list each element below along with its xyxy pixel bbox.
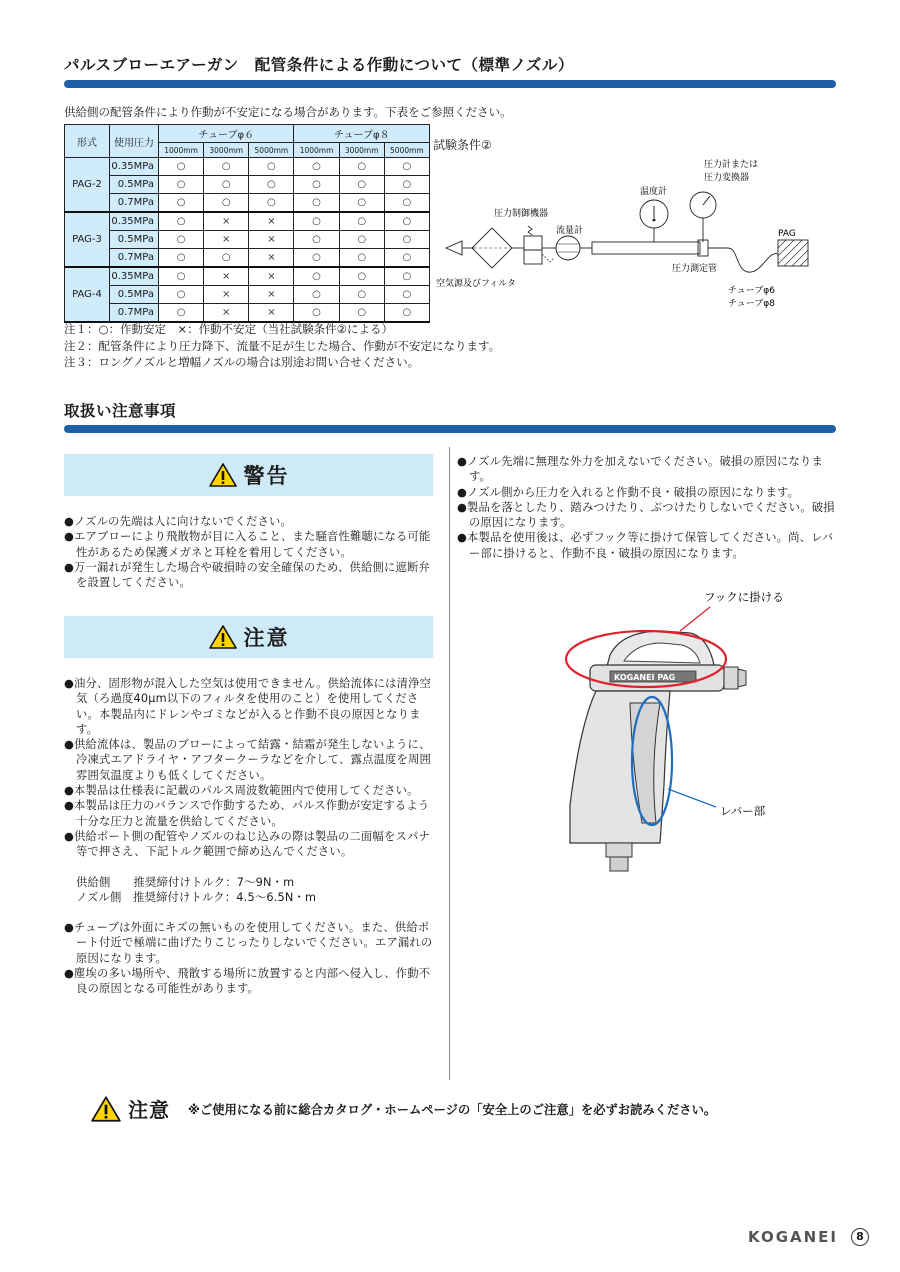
result-cell: ○: [249, 158, 294, 176]
tube6-label: チューブφ6: [728, 286, 775, 296]
result-cell: ○: [294, 231, 339, 249]
pressure-cell: 0.35MPa: [110, 267, 159, 286]
result-cell: ○: [159, 231, 204, 249]
col-tube8: チューブφ８: [294, 125, 430, 143]
footer-warning-icon: [90, 1095, 122, 1123]
torque-nozzle: ノズル側 推奨締付けトルク：4.5〜6.5N・m: [76, 890, 317, 904]
result-cell: ○: [384, 176, 429, 194]
result-cell: ○: [384, 158, 429, 176]
result-cell: ×: [249, 212, 294, 231]
gauge-label-2: 圧力変換器: [704, 173, 750, 183]
warning-label: 警告: [243, 464, 290, 488]
list-item: ●本製品は圧力のバランスで作動するため、パルス作動が安定するよう十分な圧力と流量を供給してください。: [64, 799, 430, 828]
footer-caution-label: 注意: [128, 1098, 170, 1122]
result-cell: ×: [249, 267, 294, 286]
note-1: 注１：○：作動安定 ×：作動不安定（当社試験条件②による）: [64, 322, 393, 336]
pressure-cell: 0.5MPa: [110, 176, 159, 194]
flowmeter-label: 流量計: [556, 226, 584, 236]
torque-supply: 供給側 推奨締付けトルク：7〜9N・m: [76, 875, 295, 889]
col-tube6: チューブφ６: [159, 125, 294, 143]
result-cell: ×: [204, 231, 249, 249]
gauge-label: 圧力計または: [704, 160, 759, 170]
result-cell: ○: [294, 249, 339, 268]
tube-length: 5000mm: [249, 143, 294, 158]
result-cell: ×: [249, 304, 294, 323]
pressure-cell: 0.7MPa: [110, 304, 159, 323]
result-cell: ○: [204, 158, 249, 176]
result-cell: ○: [204, 194, 249, 213]
list-item: ●供給ポート側の配管やノズルのねじ込みの際は製品の二面幅をスパナ等で押さえ、下記トルク範囲で締め込んでください。: [64, 829, 431, 859]
table-row: [65, 231, 430, 249]
result-cell: ○: [339, 304, 384, 323]
result-cell: ○: [339, 194, 384, 213]
caution-banner: [64, 616, 433, 658]
tube-length: 3000mm: [204, 143, 249, 158]
result-cell: ○: [159, 304, 204, 323]
result-cell: ○: [294, 267, 339, 286]
table-row: [65, 286, 430, 304]
pag-label: PAG: [778, 229, 796, 239]
operation-table: [64, 124, 430, 323]
section1-title: パルスブローエアーガン 配管条件による作動について（標準ノズル）: [64, 56, 574, 74]
result-cell: ○: [204, 249, 249, 268]
result-cell: ○: [384, 286, 429, 304]
result-cell: ○: [339, 212, 384, 231]
result-cell: ○: [249, 176, 294, 194]
table-row: [65, 176, 430, 194]
list-item: ●ノズルの先端は人に向けないでください。: [64, 515, 293, 528]
warning-list: [64, 514, 436, 590]
col-model: 形式: [65, 125, 110, 158]
notes: [64, 321, 500, 371]
tube8-label: チューブφ8: [728, 299, 775, 309]
list-item: ●供給流体は、製品のブローによって結露・結霜が発生しないように、冷凍式エアドライヤ・アフタークーラなどを介して、露点温度を周囲雰囲気温度よりも低くしてください。: [64, 738, 432, 782]
list-item: ●本製品を使用後は、必ずフック等に掛けて保管してください。尚、レバー部に掛けると、作動不良・破損の原因になります。: [457, 531, 834, 560]
footer-caution: [90, 1094, 716, 1123]
result-cell: ○: [384, 194, 429, 213]
note-2: 注２：配管条件により圧力降下、流量不足が生じた場合、作動が不安定になります。: [64, 338, 501, 353]
result-cell: ○: [339, 176, 384, 194]
result-cell: ○: [159, 194, 204, 213]
tube-length: 5000mm: [384, 143, 429, 158]
gun-brand-text: KOGANEI PAG: [614, 673, 676, 682]
result-cell: ○: [159, 176, 204, 194]
result-cell: ○: [294, 286, 339, 304]
pressure-cell: 0.5MPa: [110, 286, 159, 304]
result-cell: ○: [339, 231, 384, 249]
column-divider: [449, 447, 450, 1080]
list-item: ●万一漏れが発生した場合や破損時の安全確保のため、供給側に遮断弁を設置してください。: [64, 560, 431, 590]
result-cell: ×: [204, 212, 249, 231]
caution-list: [64, 676, 436, 997]
list-item: ●製品を落としたり、踏みつけたり、ぶつけたりしないでください。破損の原因になります。: [457, 500, 835, 530]
result-cell: ○: [249, 194, 294, 213]
result-cell: ○: [159, 286, 204, 304]
warning-triangle-icon: [208, 462, 238, 488]
result-cell: ○: [339, 249, 384, 268]
pressure-cell: 0.35MPa: [110, 158, 159, 176]
result-cell: ×: [204, 286, 249, 304]
result-cell: ○: [339, 158, 384, 176]
list-item: ●本製品は仕様表に記載のパルス周波数範囲内で使用してください。: [64, 784, 419, 798]
list-item: ●チューブは外面にキズの無いものを使用してください。また、供給ポート付近で極端に曲げたりこじったりしないでください。エア漏れの原因になります。: [64, 921, 433, 965]
table-row: [65, 249, 430, 268]
test-condition-label: 試験条件②: [433, 138, 492, 152]
result-cell: ○: [294, 212, 339, 231]
result-cell: ○: [339, 267, 384, 286]
list-item: ●油分、固形物が混入した空気は使用できません。供給流体には清浄空気（ろ過度40μm以下のフィルタを使用のこと）を使用してください。本製品内にドレンやゴミなどが入ると作動不良の原因となります。: [64, 677, 432, 736]
gun-frame: [540, 585, 541, 586]
result-cell: ○: [294, 176, 339, 194]
tube-icon: [728, 248, 778, 272]
result-cell: ×: [249, 286, 294, 304]
result-cell: ○: [294, 304, 339, 323]
table-row: [65, 158, 430, 176]
result-cell: ○: [294, 158, 339, 176]
page-number: 8: [851, 1228, 869, 1246]
lever-label: レバー部: [720, 804, 766, 818]
list-item: ●ノズル先端に無理な外力を加えないでください。破損の原因になります。: [457, 455, 824, 484]
model-cell: PAG-2: [65, 158, 110, 213]
footer-caution-text: ※ご使用になる前に総合カタログ・ホームページの「安全上のご注意」を必ずお読みください。: [188, 1102, 717, 1117]
section1-bar: [64, 80, 836, 88]
result-cell: ×: [204, 267, 249, 286]
result-cell: ○: [159, 267, 204, 286]
tube-length: 1000mm: [159, 143, 204, 158]
test-setup-diagram: [432, 150, 832, 315]
result-cell: ○: [384, 249, 429, 268]
section2-title: 取扱い注意事項: [64, 402, 177, 420]
model-cell: PAG-4: [65, 267, 110, 322]
warning-banner: [64, 454, 433, 496]
list-item: ●ノズル側から圧力を入れると作動不良・破損の原因になります。: [457, 485, 800, 499]
table-row: [65, 212, 430, 231]
measure-tube-label: 圧力測定管: [672, 264, 718, 274]
hook-label: フックに掛ける: [704, 590, 784, 604]
section2-bar: [64, 425, 836, 433]
result-cell: ○: [159, 158, 204, 176]
source-label: 空気源及びフィルタ: [436, 279, 516, 289]
pressure-cell: 0.35MPa: [110, 212, 159, 231]
table-row: [65, 194, 430, 213]
regulator-label: 圧力制御機器: [494, 209, 549, 219]
result-cell: ○: [384, 231, 429, 249]
result-cell: ○: [384, 212, 429, 231]
pressure-cell: 0.7MPa: [110, 194, 159, 213]
tube-length: 3000mm: [339, 143, 384, 158]
model-cell: PAG-3: [65, 212, 110, 267]
result-cell: ×: [249, 249, 294, 268]
result-cell: ○: [339, 286, 384, 304]
result-cell: ×: [249, 231, 294, 249]
caution-triangle-icon: [208, 624, 238, 650]
flowmeter-icon: [556, 236, 580, 260]
air-gun-illustration: [540, 585, 820, 885]
list-item: ●塵埃の多い場所や、飛散する場所に放置すると内部へ侵入し、作動不良の原因となる可能性があります。: [64, 967, 431, 996]
thermo-label: 温度計: [640, 187, 668, 197]
right-list: [457, 454, 837, 561]
regulator-icon: [524, 236, 542, 250]
section1-intro: 供給側の配管条件により作動が不安定になる場合があります。下表をご参照ください。: [64, 105, 512, 119]
note-3: 注３：ロングノズルと増幅ノズルの場合は別途お問い合せください。: [64, 355, 420, 369]
result-cell: ○: [204, 176, 249, 194]
result-cell: ×: [204, 304, 249, 323]
result-cell: ○: [384, 304, 429, 323]
table-row: [65, 267, 430, 286]
result-cell: ○: [384, 267, 429, 286]
brand-logo: KOGANEI: [748, 1228, 839, 1246]
tube-length: 1000mm: [294, 143, 339, 158]
col-pressure: 使用圧力: [110, 125, 159, 158]
table-row: [65, 304, 430, 323]
pressure-cell: 0.7MPa: [110, 249, 159, 268]
list-item: ●エアブローにより飛散物が目に入ること、また騒音性難聴になる可能性があるため保護メガネと耳栓を着用してください。: [64, 530, 431, 559]
result-cell: ○: [159, 212, 204, 231]
pressure-cell: 0.5MPa: [110, 231, 159, 249]
result-cell: ○: [294, 194, 339, 213]
caution-label: 注意: [243, 626, 290, 650]
result-cell: ○: [159, 249, 204, 268]
